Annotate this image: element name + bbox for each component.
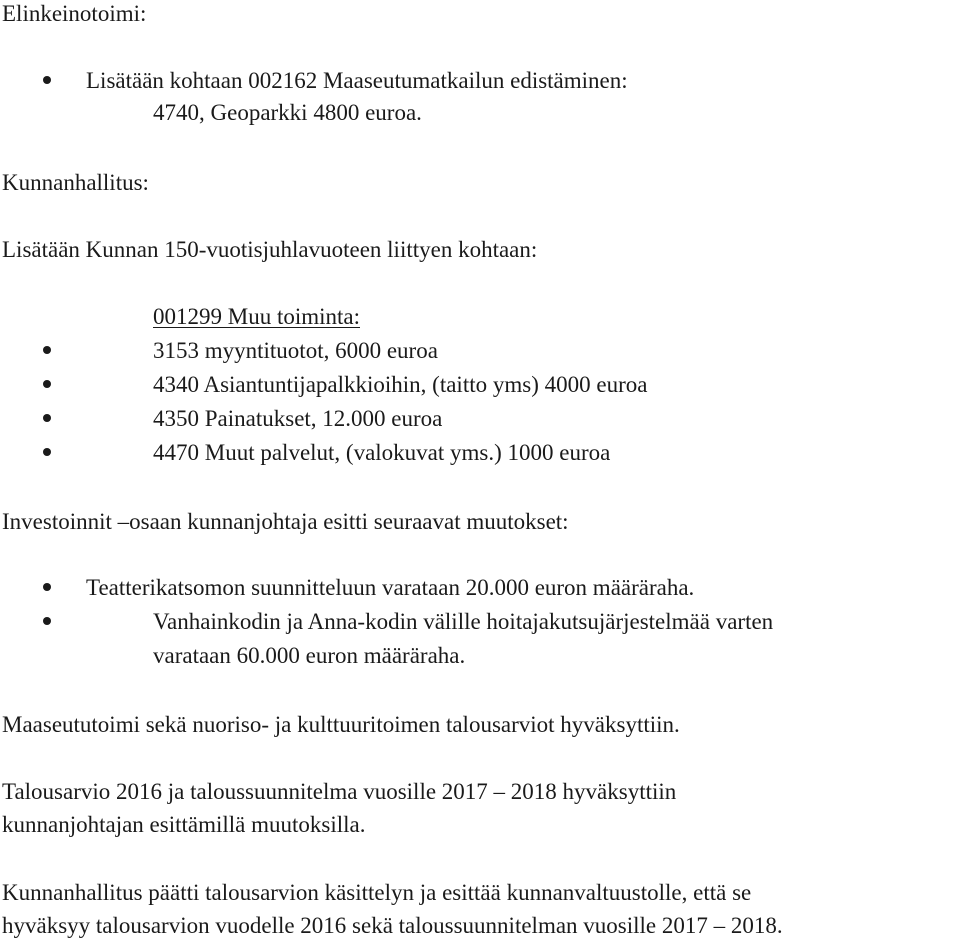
- bullet-marker: [43, 583, 51, 591]
- bullet-marker: [43, 448, 51, 456]
- kunnanhallitus-item: 3153 myyntituotot, 6000 euroa: [153, 338, 438, 363]
- kunnanhallitus-item: 4470 Muut palvelut, (valokuvat yms.) 1000 euroa: [153, 440, 611, 465]
- investoinnit-item1: Teatterikatsomon suunnitteluun varataan 20.000 euron määräraha.: [86, 575, 695, 600]
- kunnanhallitus-intro: Lisätään Kunnan 150-vuotisjuhlavuoteen liittyen kohtaan:: [2, 237, 538, 262]
- bullet-marker: [43, 380, 51, 388]
- bullet-marker: [43, 346, 51, 354]
- kunnanhallitus-item: 4350 Painatukset, 12.000 euroa: [153, 406, 443, 431]
- paatos-paragraph-line1: Kunnanhallitus päätti talousarvion käsittelyn ja esittää kunnanvaltuustolle, että se: [2, 880, 752, 905]
- bullet-marker: [43, 414, 51, 422]
- kunnanhallitus-subheading: 001299 Muu toiminta:: [153, 304, 360, 329]
- bullet-marker: [43, 76, 51, 84]
- elinkeino-item-line2: 4740, Geoparkki 4800 euroa.: [153, 100, 422, 125]
- paatos-paragraph-line2: hyväksyy talousarvion vuodelle 2016 sekä taloussuunnitelman vuosille 2017 – 2018.: [2, 913, 783, 938]
- investoinnit-intro: Investoinnit –osaan kunnanjohtaja esitti seuraavat muutokset:: [2, 509, 569, 534]
- investoinnit-item2-line2: varataan 60.000 euron määräraha.: [153, 643, 466, 668]
- kunnanhallitus-heading: Kunnanhallitus:: [2, 170, 149, 195]
- maaseutu-paragraph: Maaseututoimi sekä nuoriso- ja kulttuuritoimen talousarviot hyväksyttiin.: [2, 712, 680, 737]
- bullet-marker: [43, 617, 51, 625]
- elinkeino-item-line1: Lisätään kohtaan 002162 Maaseutumatkailun edistäminen:: [86, 68, 628, 93]
- talousarvio-paragraph-line2: kunnanjohtajan esittämillä muutoksilla.: [2, 812, 366, 837]
- talousarvio-paragraph-line1: Talousarvio 2016 ja taloussuunnitelma vuosille 2017 – 2018 hyväksyttiin: [2, 779, 677, 804]
- elinkeino-heading: Elinkeinotoimi:: [2, 1, 147, 26]
- kunnanhallitus-item: 4340 Asiantuntijapalkkioihin, (taitto yms) 4000 euroa: [153, 372, 648, 397]
- investoinnit-item2-line1: Vanhainkodin ja Anna-kodin välille hoitajakutsujärjestelmää varten: [153, 609, 774, 634]
